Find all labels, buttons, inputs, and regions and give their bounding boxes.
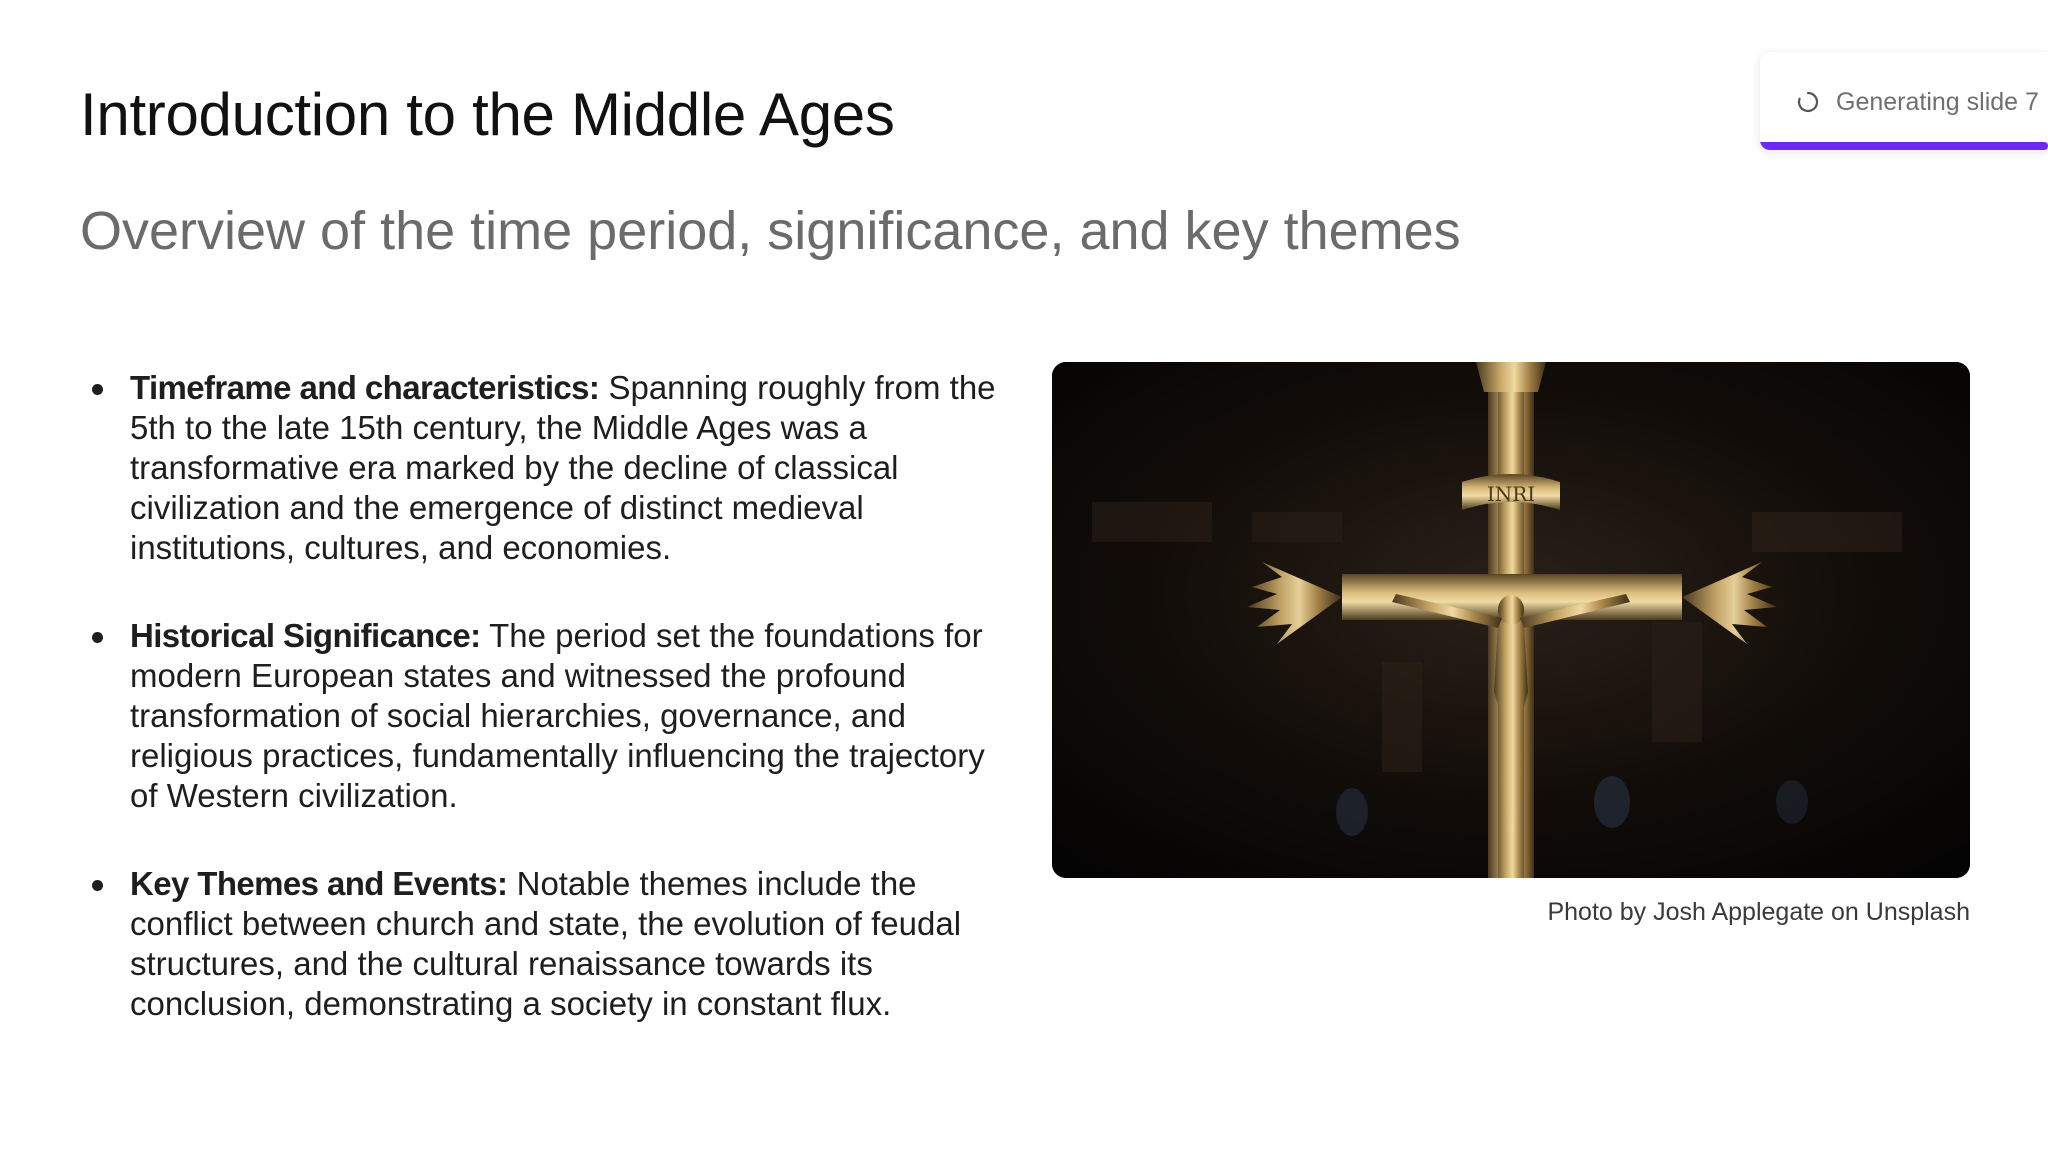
slide-title[interactable]: Introduction to the Middle Ages bbox=[80, 81, 895, 148]
crucifix-image bbox=[1052, 362, 1970, 878]
inri-inscription: INRI bbox=[1486, 482, 1536, 506]
slide-subtitle[interactable]: Overview of the time period, significance, and key themes bbox=[80, 201, 1461, 261]
bullet-list[interactable] bbox=[90, 368, 1010, 1072]
generation-status-toast bbox=[1760, 52, 2048, 150]
bullet-term: Historical Significance: bbox=[130, 617, 481, 654]
image-caption: Photo by Josh Applegate on Unsplash bbox=[1547, 898, 1970, 926]
bullet-term: Key Themes and Events: bbox=[130, 865, 508, 902]
slide-image[interactable] bbox=[1052, 362, 1970, 878]
toast-progress-bar bbox=[1760, 142, 2048, 150]
bullet-text: Notable themes include the conflict between church and state, the evolution of feudal structures, and the cultural renaissance towards its conclusion, demonstrating a society in constant flux. bbox=[130, 865, 962, 1022]
bullet-term: Timeframe and characteristics: bbox=[130, 369, 600, 406]
toast-status-text: Generating slide 7 bbox=[1836, 88, 2039, 116]
toast-progress-fill bbox=[1760, 142, 2048, 150]
bullet-item-significance[interactable] bbox=[90, 616, 1010, 816]
bullet-item-timeframe[interactable] bbox=[90, 368, 1010, 568]
spinner-icon bbox=[1796, 90, 1820, 114]
bullet-text: Spanning roughly from the 5th to the late 15th century, the Middle Ages was a transformative era marked by the decline of classical civilization and the emergence of distinct medieval institutions, cultures, and economies. bbox=[130, 369, 996, 566]
bullet-text: The period set the foundations for modern European states and witnessed the profound transformation of social hierarchies, governance, and religious practices, fundamentally influencing the trajectory of Western civilization. bbox=[130, 617, 985, 814]
bullet-item-themes[interactable] bbox=[90, 864, 1010, 1024]
